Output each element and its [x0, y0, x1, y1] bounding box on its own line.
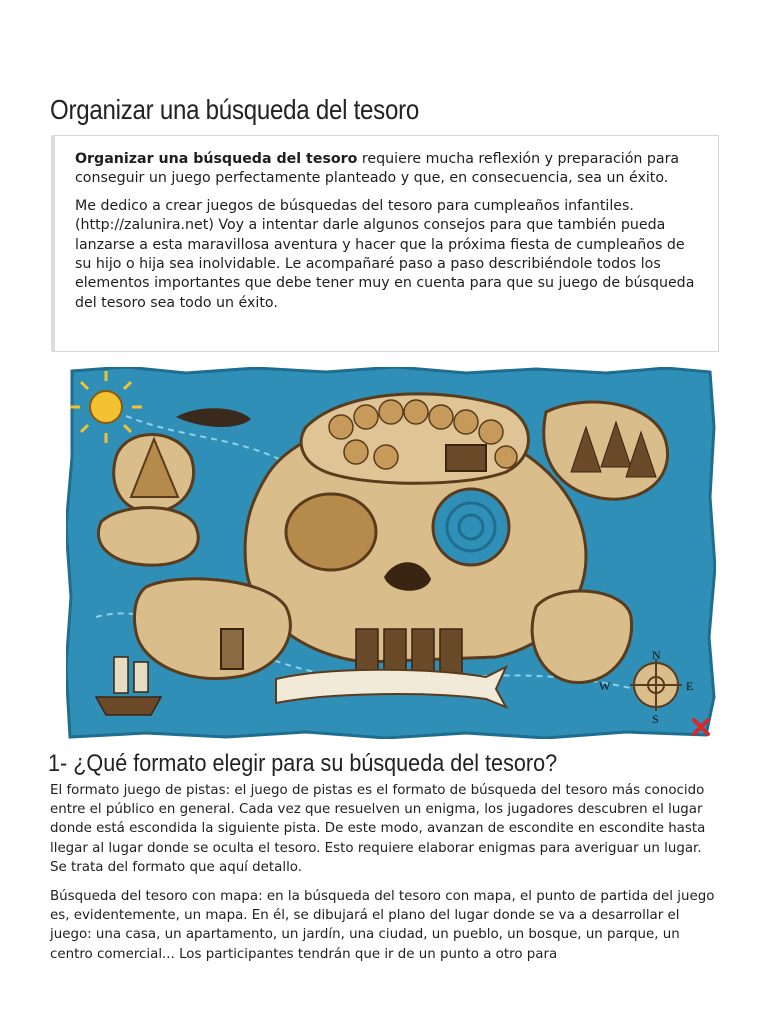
intro-lead-bold: Organizar una búsqueda del tesoro — [75, 151, 358, 167]
compass-e: E — [686, 679, 694, 693]
section-body — [50, 781, 720, 974]
intro-paragraph-2: Me dedico a crear juegos de búsquedas del tesoro para cumpleaños infantiles. (http://zalunira.net) Voy a intentar darle algunos consejos para que también pueda lanzarse a esta maravillosa aventura y hacer que la próxima fiesta de cumpleaños de su hijo o hija sea inolvidable. Le acompañaré paso a paso describiéndole todos los elementos importantes que debe tener muy en cuenta para que su juego de búsqueda del tesoro sea todo un éxito. — [75, 197, 695, 311]
compass-n: N — [652, 648, 661, 662]
intro-lead-text: requiere mucha reflexión y preparación para conseguir un juego perfectamente planteado y que, en consecuencia, sea un éxito. — [75, 151, 680, 187]
treasure-map-illustration — [66, 367, 716, 739]
intro-box — [51, 135, 719, 352]
page-title: Organizar una búsqueda del tesoro — [50, 94, 420, 125]
paragraph-clue-game: El formato juego de pistas: el juego de pistas es el formato de búsqueda del tesoro más conocido entre el público en general. Cada vez que resuelven un enigma, los jugadores descubren el lugar donde está escondida la siguiente pista. De este modo, avanzan de escondite en escondite hasta llegar al lugar donde se oculta el tesoro. Esto requiere elaborar enigmas para averiguar un lugar. Se trata del formato que aquí detallo. — [50, 783, 706, 875]
paragraph-map-hunt: Búsqueda del tesoro con mapa: en la búsqueda del tesoro con mapa, el punto de partida del juego es, evidentemente, un mapa. En él, se dibujará el plano del lugar donde se va a desarrollar el juego: una casa, un apartamento, un jardín, una ciudad, un pueblo, un bosque, un parque, un centro comercial... Los participantes tendrán que ir de un punto a otro para — [50, 889, 715, 962]
compass-w: W — [599, 679, 611, 693]
compass-s: S — [652, 712, 659, 726]
intro-paragraph-1 — [75, 150, 698, 189]
section-heading-format: 1- ¿Qué formato elegir para su búsqueda del tesoro? — [48, 750, 558, 777]
